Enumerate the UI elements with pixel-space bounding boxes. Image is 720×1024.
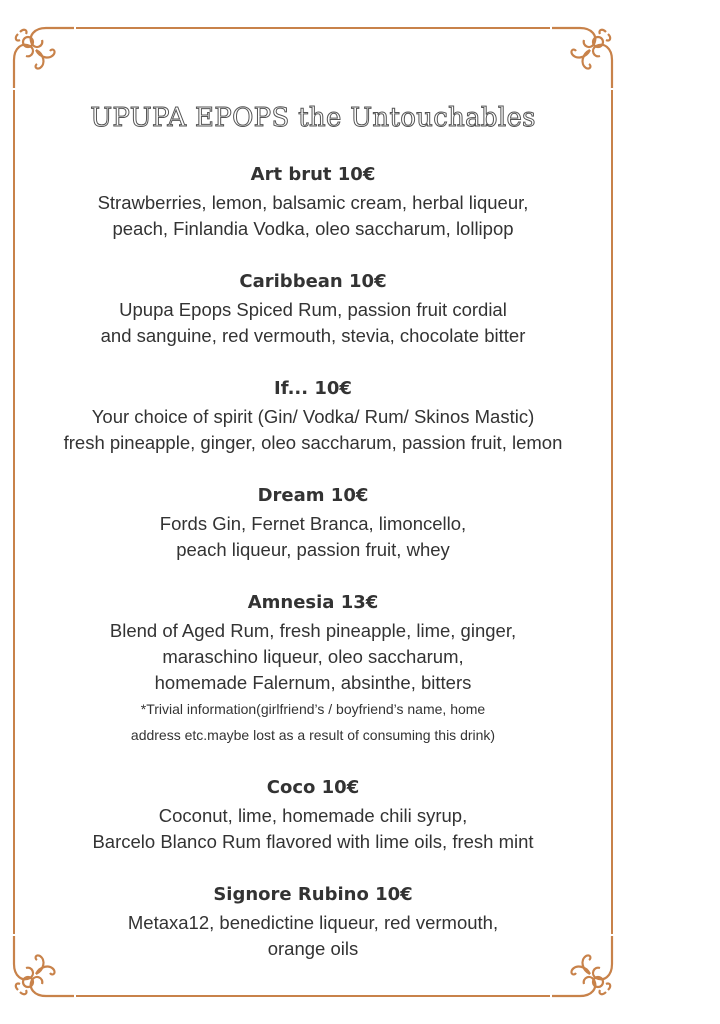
cocktail-ingredients: peach, Finlandia Vodka, oleo saccharum, lollipop xyxy=(112,218,514,239)
cocktail-ingredients: Metaxa12, benedictine liqueur, red vermouth, xyxy=(127,912,499,933)
cocktail-ingredients: Blend of Aged Rum, fresh pineapple, lime, ginger, xyxy=(109,620,517,641)
cocktail-name: Caribbean 10€ xyxy=(239,271,387,292)
cocktail-ingredients: orange oils xyxy=(267,938,359,959)
cocktail-item xyxy=(13,267,613,349)
cocktail-ingredients: maraschino liqueur, oleo saccharum, xyxy=(162,646,464,667)
cocktail-name: Signore Rubino 10€ xyxy=(213,884,413,905)
cocktail-name: Art brut 10€ xyxy=(250,164,376,185)
cocktail-ingredients: Upupa Epops Spiced Rum, passion fruit cordial xyxy=(119,299,507,320)
cocktail-ingredients: and sanguine, red vermouth, stevia, chocolate bitter xyxy=(100,325,526,346)
cocktail-item xyxy=(13,481,613,563)
cocktail-ingredients: fresh pineapple, ginger, oleo saccharum, passion fruit, lemon xyxy=(63,432,563,453)
cocktail-ingredients: Strawberries, lemon, balsamic cream, herbal liqueur, xyxy=(97,192,529,213)
cocktail-ingredients: homemade Falernum, absinthe, bitters xyxy=(154,672,472,693)
corner-ornament-icon xyxy=(550,20,620,90)
cocktail-name: Amnesia 13€ xyxy=(247,592,379,613)
cocktail-item xyxy=(13,374,613,456)
cocktail-ingredients: Your choice of spirit (Gin/ Vodka/ Rum/ Skinos Mastic) xyxy=(91,406,535,427)
cocktail-note: address etc.maybe lost as a result of consuming this drink) xyxy=(130,727,496,743)
cocktail-list xyxy=(13,160,613,987)
menu-title: UPUPA EPOPS the Untouchables xyxy=(90,103,536,133)
cocktail-ingredients: peach liqueur, passion fruit, whey xyxy=(176,539,450,560)
cocktail-ingredients: Fords Gin, Fernet Branca, limoncello, xyxy=(159,513,467,534)
cocktail-ingredients: Barcelo Blanco Rum flavored with lime oils, fresh mint xyxy=(92,831,534,852)
cocktail-item xyxy=(13,588,613,748)
cocktail-note: *Trivial information(girlfriend’s / boyfriend’s name, home xyxy=(140,701,486,717)
cocktail-item xyxy=(13,773,613,855)
cocktail-name: Dream 10€ xyxy=(257,485,369,506)
cocktail-item xyxy=(13,160,613,242)
cocktail-ingredients: Coconut, lime, homemade chili syrup, xyxy=(158,805,468,826)
cocktail-name: If... 10€ xyxy=(274,378,352,399)
cocktail-item xyxy=(13,880,613,962)
corner-ornament-icon xyxy=(6,20,76,90)
cocktail-name: Coco 10€ xyxy=(266,777,360,798)
